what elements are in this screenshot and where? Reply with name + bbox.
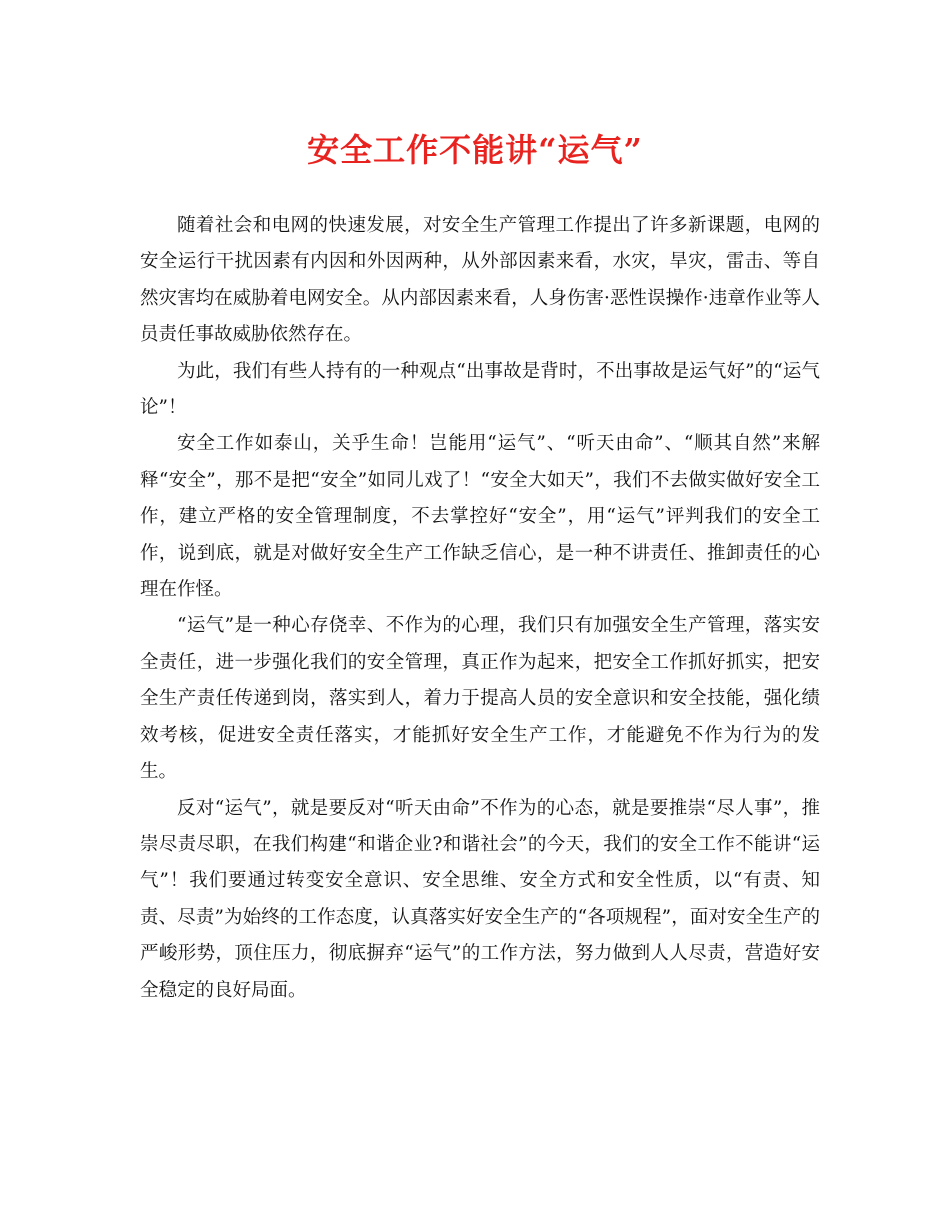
paragraph-2: 为此，我们有些人持有的一种观点“出事故是背时，不出事故是运气好”的“运气论”！	[140, 360, 820, 419]
paragraph-5: 反对“运气”，就是要反对“听天由命”不作为的心态，就是要推崇“尽人事”，推崇尽责尽职，在我们构建“和谐企业?和谐社会”的今天，我们的安全工作不能讲“运气”！我们要通过转变安全意识、安全思维、安全方式和安全性质，以“有责、知责、尽责”为始终的工作态度，认真落实好安全生产的“各项规程”，面对安全生产的严峻形势，顶住压力，彻底摒弃“运气”的工作方法，努力做到人人尽责，营造好安全稳定的良好局面。	[140, 797, 820, 1001]
paragraph-3: 安全工作如泰山，关乎生命！岂能用“运气”、“听天由命”、“顺其自然”来解释“安全”，那不是把“安全”如同儿戏了！“安全大如天”，我们不去做实做好安全工作，建立严格的安全管理制度，不去掌控好“安全”，用“运气”评判我们的安全工作，说到底，就是对做好安全生产工作缺乏信心，是一种不讲责任、推卸责任的心理在作怪。	[140, 433, 820, 601]
document-body	[140, 208, 820, 1009]
paragraph-4: “运气”是一种心存侥幸、不作为的心理，我们只有加强安全生产管理，落实安全责任，进一步强化我们的安全管理，真正作为起来，把安全工作抓好抓实，把安全生产责任传递到岗，落实到人，着力于提高人员的安全意识和安全技能，强化绩效考核，促进安全责任落实，才能抓好安全生产工作，才能避免不作为行为的发生。	[140, 615, 820, 783]
paragraph-1: 随着社会和电网的快速发展，对安全生产管理工作提出了许多新课题，电网的安全运行干扰因素有内因和外因两种，从外部因素来看，水灾，旱灾，雷击、等自然灾害均在威胁着电网安全。从内部因素来看，人身伤害·恶性误操作·违章作业等人员责任事故威胁依然存在。	[140, 215, 820, 346]
document-title: 安全工作不能讲“运气”	[307, 131, 643, 169]
